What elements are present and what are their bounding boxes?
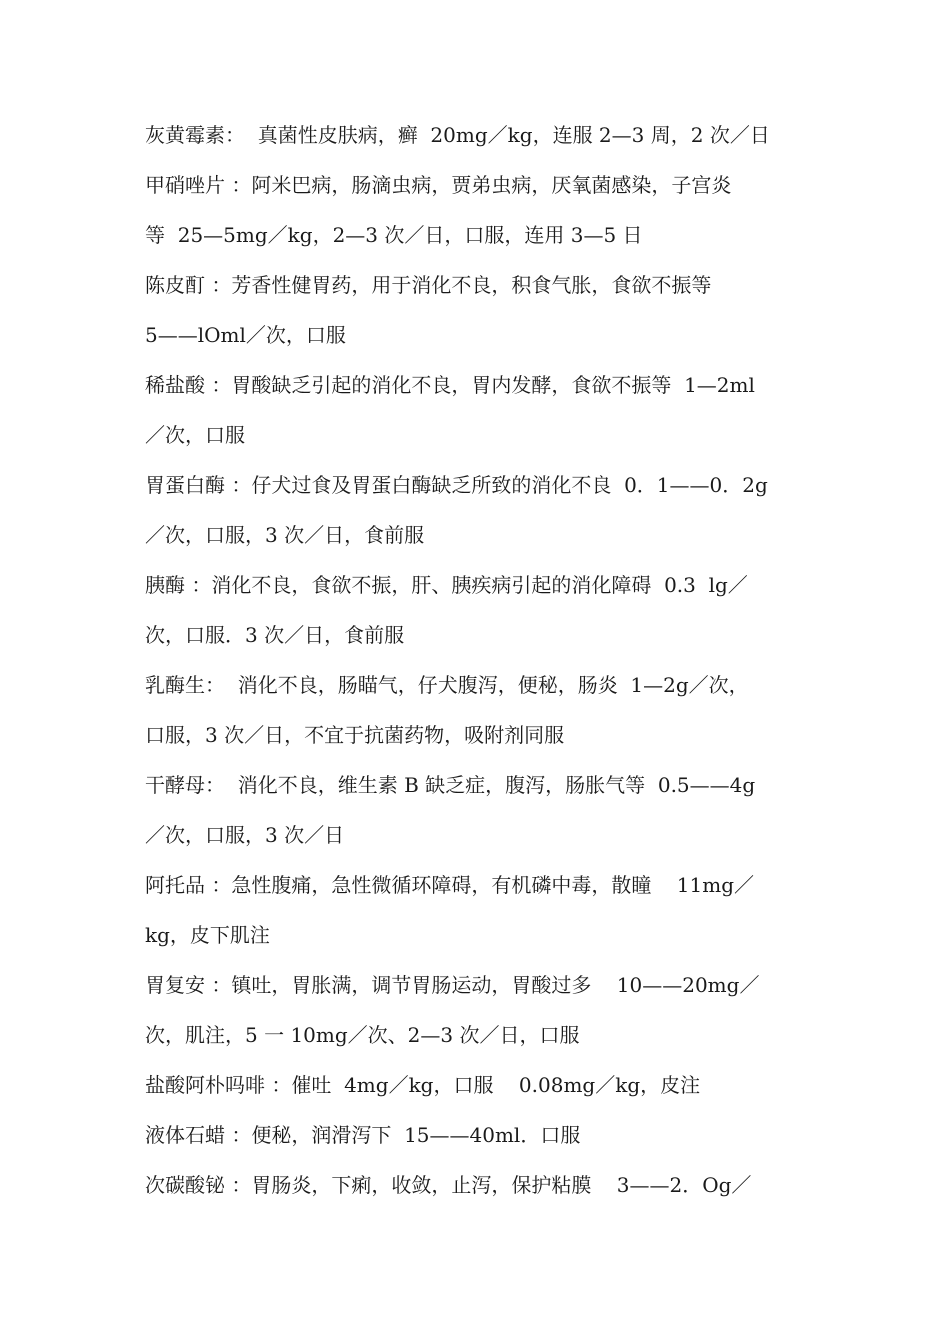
text-line: 乳酶生： 消化不良，肠瞄气，仔犬腹泻，便秘，肠炎 1—2g／次，: [145, 673, 749, 697]
text-line: ／次，口服，3 次／日，食前服: [145, 523, 425, 547]
text-line: kg，皮下肌注: [145, 923, 270, 947]
text-line: 胃蛋白酶 ：仔犬过食及胃蛋白酶缺乏所致的消化不良 0．1——0．2g: [145, 473, 768, 497]
text-line: 次，口服．3 次／日，食前服: [145, 623, 405, 647]
text-line: 陈皮酊 ：芳香性健胃药，用于消化不良，积食气胀，食欲不振等: [145, 273, 712, 297]
text-line: 次碳酸铋 ：胃肠炎，下痢，收敛，止泻，保护粘膜 3——2．Og／: [145, 1173, 752, 1197]
drug-list-text: [145, 110, 817, 1210]
text-line: 胃复安 ：镇吐，胃胀满，调节胃肠运动，胃酸过多 10——20mg／: [145, 973, 760, 997]
text-line: 胰酶 ：消化不良，食欲不振，肝、胰疾病引起的消化障碍 0.3 lg／: [145, 573, 748, 597]
text-line: 阿托品 ：急性腹痛，急性微循环障碍，有机磷中毒，散瞳 11mg／: [145, 873, 755, 897]
text-line: 干酵母： 消化不良，维生素 B 缺乏症，腹泻，肠胀气等 0.5——4g: [145, 773, 756, 797]
text-line: 灰黄霉素： 真菌性皮肤病，癣 20mg／kg，连服 2—3 周，2 次／日: [145, 123, 770, 147]
text-line: 甲硝唑片 ：阿米巴病，肠滴虫病，贾弟虫病，厌氧菌感染，子宫炎: [145, 173, 732, 197]
text-line: 5——lOml／次，口服: [145, 323, 346, 347]
text-line: ／次，口服: [145, 423, 245, 447]
text-line: 稀盐酸 ：胃酸缺乏引起的消化不良，胃内发酵，食欲不振等 1—2ml: [145, 373, 755, 397]
text-line: 盐酸阿朴吗啡 ：催吐 4mg／kg，口服 0.08mg／kg，皮注: [145, 1073, 701, 1097]
text-line: 液体石蜡 ：便秘，润滑泻下 15——40ml．口服: [145, 1123, 581, 1147]
text-line: 次，肌注，5 一 10mg／次、2—3 次／日，口服: [145, 1023, 580, 1047]
text-line: 口服，3 次／日，不宜于抗菌药物，吸附剂同服: [145, 723, 565, 747]
text-line: 等 25—5mg／kg，2—3 次／日，口服，连用 3—5 日: [145, 223, 643, 247]
text-line: ／次，口服，3 次／日: [145, 823, 345, 847]
